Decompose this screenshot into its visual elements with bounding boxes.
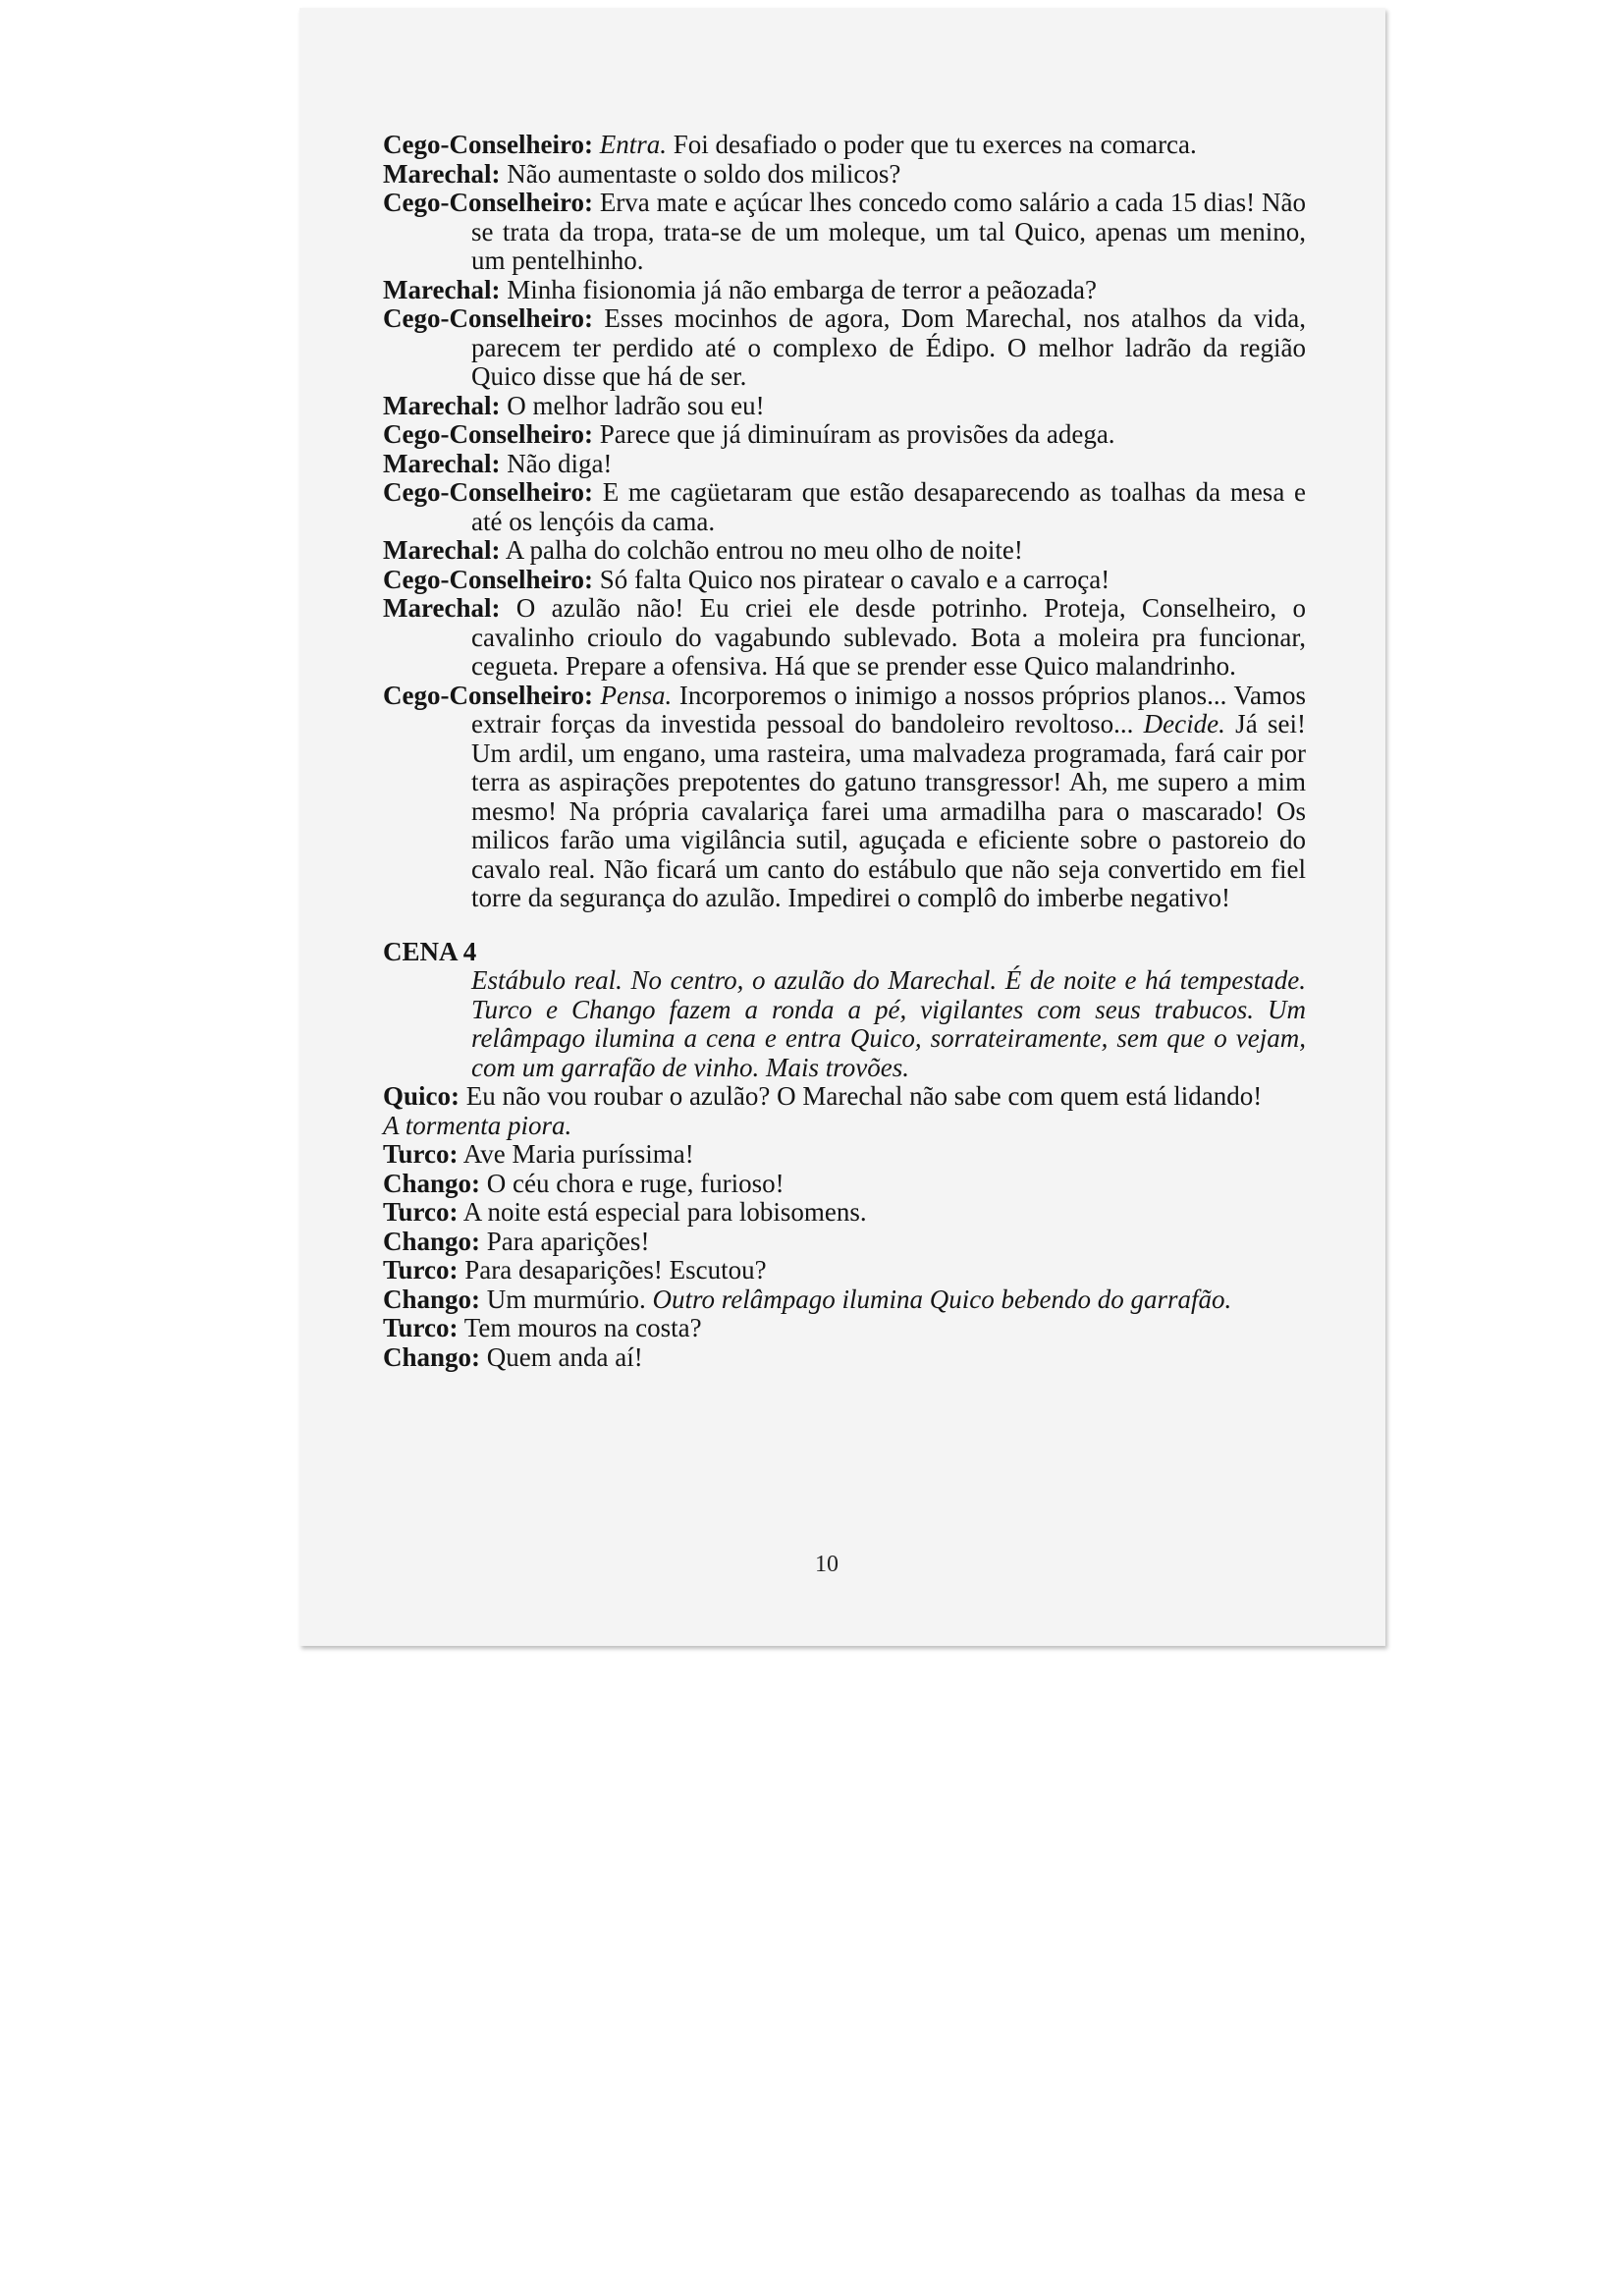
- speaker-name: Turco:: [383, 1255, 459, 1285]
- stage-note: Outro relâmpago ilumina Quico bebendo do garrafão.: [652, 1284, 1232, 1314]
- speech-text: Minha fisionomia já não embarga de terror a peãozada?: [500, 274, 1097, 304]
- dialogue-block-1: [383, 131, 1306, 913]
- speech-text: E me cagüetaram que estão desaparecendo as toalhas da mesa e até os lençóis da cama.: [471, 477, 1306, 536]
- speech-text: O azulão não! Eu criei ele desde potrinho. Proteja, Conselheiro, o cavalinho crioulo do vagabundo sublevado. Bota a moleira pra funcionar, cegueta. Prepare a ofensiva. Há que se prender esse Quico malandrinho.: [471, 593, 1306, 681]
- speech-line: [383, 1343, 1306, 1373]
- speech-line: [383, 1228, 1306, 1257]
- speech-line: [383, 131, 1306, 160]
- speaker-name: Cego-Conselheiro:: [383, 303, 593, 333]
- stage-note: A tormenta piora.: [383, 1110, 572, 1140]
- speaker-name: Chango:: [383, 1226, 481, 1256]
- speech-line: [383, 682, 1306, 913]
- speech-line: [383, 1256, 1306, 1285]
- speech-line: [383, 536, 1306, 566]
- speaker-name: Turco:: [383, 1197, 459, 1227]
- speaker-name: Marechal:: [383, 158, 501, 189]
- stage-direction: Estábulo real. No centro, o azulão do Marechal. É de noite e há tempestade. Turco e Chango fazem a ronda a pé, vigilantes com seus trabucos. Um relâmpago ilumina a cena e entra Quico, sorrateiramente, sem que o vejam, com um garrafão de vinho. Mais trovões.: [471, 965, 1306, 1082]
- speech-line: [383, 1314, 1306, 1343]
- speaker-name: Turco:: [383, 1139, 459, 1169]
- speech-text: [593, 130, 600, 159]
- stage-note: Decide.: [1143, 709, 1225, 738]
- speaker-name: Cego-Conselheiro:: [383, 419, 593, 449]
- speaker-name: Chango:: [383, 1168, 481, 1198]
- speech-text: Para aparições!: [480, 1226, 650, 1256]
- speech-line: [383, 594, 1306, 682]
- speech-line: [383, 1082, 1306, 1112]
- speech-text: Eu não vou roubar o azulão? O Marechal não sabe com quem está lidando!: [460, 1081, 1263, 1111]
- speech-text: Esses mocinhos de agora, Dom Marechal, nos atalhos da vida, parecem ter perdido até o complexo de Édipo. O melhor ladrão da região Quico disse que há de ser.: [471, 303, 1306, 391]
- speech-line: [383, 1140, 1306, 1170]
- speech-text: Não diga!: [500, 448, 613, 478]
- speech-text: A noite está especial para lobisomens.: [458, 1197, 867, 1227]
- speaker-name: Marechal:: [383, 593, 501, 623]
- speech-line: [383, 420, 1306, 450]
- speech-text: Incorporemos o inimigo a nossos próprios planos... Vamos extrair forças da investida pessoal do bandoleiro revoltoso...: [471, 680, 1306, 738]
- speech-text: Erva mate e açúcar lhes concedo como salário a cada 15 dias! Não se trata da tropa, trata-se de um moleque, um tal Quico, apenas um menino, um pentelhinho.: [471, 188, 1306, 275]
- speech-line: [383, 1170, 1306, 1199]
- speech-line: [383, 304, 1306, 392]
- speech-text: Parece que já diminuíram as provisões da adega.: [592, 419, 1115, 449]
- speaker-name: Marechal:: [383, 535, 501, 565]
- speaker-name: Marechal:: [383, 448, 501, 478]
- speech-line: [383, 566, 1306, 595]
- speech-line: [383, 1112, 1306, 1141]
- speaker-name: Cego-Conselheiro:: [383, 680, 593, 710]
- speech-line: [383, 450, 1306, 479]
- speaker-name: Cego-Conselheiro:: [383, 188, 593, 217]
- stage-note: Entra.: [599, 130, 667, 159]
- stage-note: Pensa.: [600, 680, 673, 710]
- speech-text: Não aumentaste o soldo dos milicos?: [500, 158, 901, 189]
- speech-line: [383, 276, 1306, 305]
- speaker-name: Quico:: [383, 1081, 460, 1111]
- speech-line: [383, 1285, 1306, 1315]
- speech-text: O melhor ladrão sou eu!: [500, 390, 765, 420]
- speaker-name: Turco:: [383, 1313, 459, 1342]
- speech-text: Um murmúrio.: [480, 1284, 653, 1314]
- speech-text: O céu chora e ruge, furioso!: [480, 1168, 785, 1198]
- speaker-name: Chango:: [383, 1341, 481, 1372]
- scene-title: CENA 4: [383, 936, 477, 966]
- speaker-name: Marechal:: [383, 390, 501, 420]
- speech-line: [383, 160, 1306, 190]
- speech-text: Foi desafiado o poder que tu exerces na comarca.: [667, 130, 1197, 159]
- speaker-name: Cego-Conselheiro:: [383, 130, 593, 159]
- speaker-name: Cego-Conselheiro:: [383, 477, 593, 507]
- speech-text: Para desaparições! Escutou?: [458, 1255, 767, 1285]
- speaker-name: Marechal:: [383, 274, 501, 304]
- speech-text: Ave Maria puríssima!: [458, 1139, 694, 1169]
- dialogue-block-2: [383, 1082, 1306, 1372]
- speech-text: A palha do colchão entrou no meu olho de noite!: [500, 535, 1023, 565]
- speech-text: Quem anda aí!: [480, 1341, 643, 1372]
- speech-text: [593, 681, 601, 710]
- page-number: 10: [815, 1552, 839, 1577]
- speech-line: [383, 478, 1306, 536]
- speaker-name: Chango:: [383, 1284, 481, 1314]
- speech-line: [383, 189, 1306, 276]
- speech-line: [383, 1198, 1306, 1228]
- speech-line: [383, 392, 1306, 421]
- speaker-name: Cego-Conselheiro:: [383, 564, 593, 594]
- speech-text: Só falta Quico nos piratear o cavalo e a carroça!: [592, 564, 1110, 594]
- speech-text: Tem mouros na costa?: [458, 1313, 702, 1342]
- speech-text: Já sei! Um ardil, um engano, uma rasteira, uma malvadeza programada, fará cair por terra as aspirações prepotentes do gatuno transgressor! Ah, me supero a mim mesmo! Na própria cavalariça farei uma armadilha para o mascarado! Os milicos farão uma vigilância sutil, aguçada e eficiente sobre o pastoreio do cavalo real. Não ficará um canto do estábulo que não seja convertido em fiel torre da segurança do azulão. Impedirei o complô do imberbe negativo!: [471, 709, 1306, 912]
- script-text: [383, 131, 1306, 1372]
